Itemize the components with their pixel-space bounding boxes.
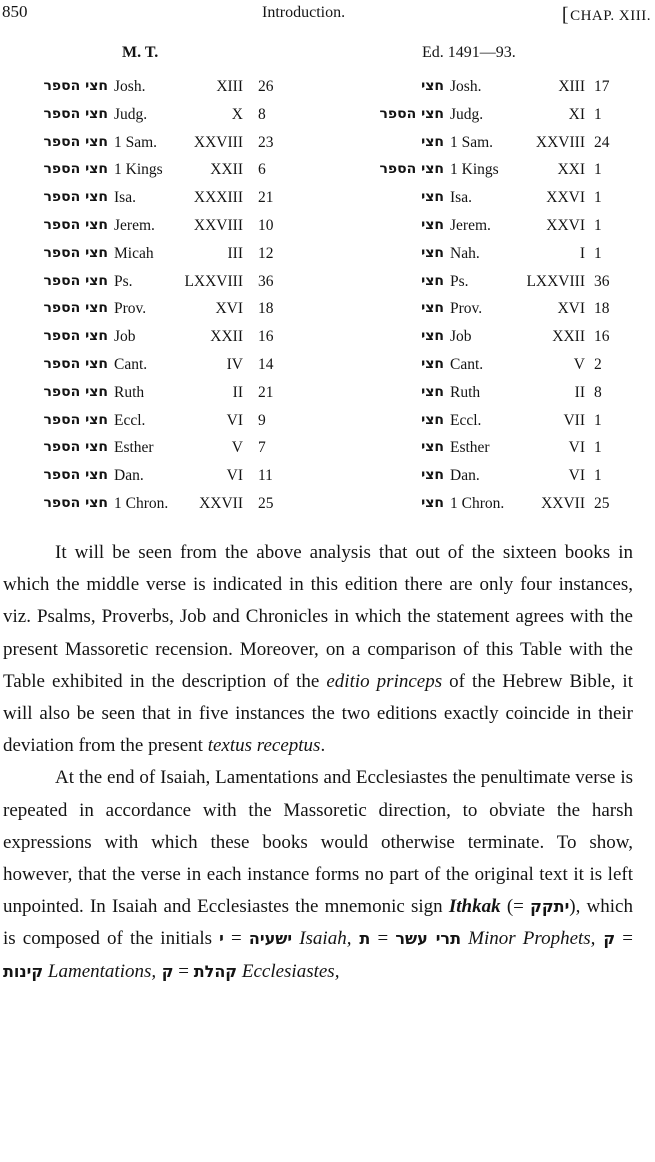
table-row [0, 241, 655, 269]
column-head-edition: Ed. 1491—93. [422, 44, 516, 61]
mt-hebrew-note: חצי הספר [43, 216, 108, 233]
para2-eq2: = [370, 928, 396, 950]
edition-hebrew-note: חצי הספר [379, 161, 444, 178]
edition-book: Isa. [450, 189, 472, 207]
mt-chapter: VI [226, 411, 243, 429]
para2-eq1: = [223, 928, 249, 950]
para2-hebrew-kof-2: ק [156, 961, 174, 981]
edition-book: 1 Chron. [450, 494, 505, 512]
mt-verse: 23 [258, 133, 274, 151]
mt-chapter: XXVIII [193, 216, 243, 234]
running-header [0, 2, 655, 28]
mt-verse: 8 [258, 105, 266, 123]
edition-chapter: XIII [558, 78, 585, 95]
mt-book: Job [114, 328, 136, 346]
edition-verse: 1 [594, 467, 602, 485]
paragraph-analysis [3, 537, 633, 762]
edition-verse: 17 [594, 78, 610, 95]
para1-text-c: of the Hebrew Bible, it will also be seen that in five instances the two editions exactly coincide in their deviation from the present [3, 670, 633, 757]
para2-eq3: = [615, 928, 634, 950]
para2-lamentations: Lamentations, [43, 960, 157, 982]
edition-book: Esther [450, 439, 490, 457]
mt-hebrew-note: חצי הספר [43, 383, 108, 400]
mt-hebrew-note: חצי הספר [43, 244, 108, 261]
para2-minor-prophets: Minor Prophets, [461, 928, 596, 950]
mt-hebrew-note: חצי הספר [43, 494, 108, 511]
edition-book: Dan. [450, 467, 480, 485]
edition-book: Judg. [450, 105, 484, 123]
mt-book: Cant. [114, 355, 148, 373]
edition-chapter: XVI [557, 300, 585, 318]
edition-book: Ruth [450, 383, 481, 401]
edition-verse: 2 [594, 355, 602, 373]
edition-book: 1 Kings [450, 161, 499, 179]
edition-chapter: XXI [557, 161, 585, 179]
edition-chapter: XXII [552, 328, 585, 346]
mt-book: 1 Kings [114, 161, 163, 179]
mt-hebrew-note: חצי הספר [43, 355, 108, 372]
edition-hebrew-note: חצי [421, 300, 444, 317]
middle-verse-table [0, 74, 655, 519]
para2-hebrew-yod: י [219, 929, 224, 949]
page-number: 850 [2, 2, 28, 21]
mt-chapter: XXVII [199, 494, 243, 512]
table-row [0, 213, 655, 241]
paragraph-penultimate [3, 762, 633, 987]
para2-hebrew-ithkak: יתקק [530, 897, 570, 917]
para2-hebrew-lamentations: קינות [3, 961, 44, 981]
edition-verse: 18 [594, 300, 610, 318]
body-text [3, 537, 633, 988]
mt-chapter: X [231, 105, 243, 123]
mt-chapter: XXXIII [193, 189, 243, 207]
mt-verse: 21 [258, 189, 274, 207]
edition-chapter: VI [568, 439, 585, 457]
mt-chapter: XXVIII [193, 133, 243, 151]
mt-book: Isa. [114, 189, 136, 207]
mt-chapter: LXXVIII [184, 272, 243, 290]
edition-book: Ps. [450, 272, 469, 290]
edition-hebrew-note: חצי [421, 216, 444, 233]
edition-hebrew-note: חצי [421, 244, 444, 261]
mt-verse: 14 [258, 355, 274, 373]
edition-chapter: XXVII [541, 494, 585, 512]
mt-book: Jerem. [114, 216, 155, 234]
edition-chapter: I [579, 244, 585, 262]
mt-book: Esther [114, 439, 154, 457]
edition-book: Cant. [450, 355, 484, 373]
edition-chapter: XXVI [546, 216, 585, 234]
edition-hebrew-note: חצי [421, 439, 444, 456]
edition-chapter: XI [568, 105, 585, 123]
edition-hebrew-note: חצי [421, 467, 444, 484]
para2-hebrew-tav: ת [351, 929, 371, 949]
table-row [0, 74, 655, 102]
table-row [0, 157, 655, 185]
table-row [0, 324, 655, 352]
para2-text-a: At the end of Isaiah, Lamentations and Ecclesiastes the penultimate verse is repeated in accordance with the Massoretic direction, to obviate the harsh expressions with which these books would otherwise terminate. To show, however, that the verse in each instance forms no part of the original text it is left unpointed. In Isaiah and Ecclesiastes the mnemonic sign [3, 767, 633, 918]
mt-book: Dan. [114, 467, 144, 485]
edition-verse: 24 [594, 133, 610, 151]
edition-book: Eccl. [450, 411, 482, 429]
mt-hebrew-note: חצי הספר [43, 300, 108, 317]
para2-isaiah: Isaiah, [292, 928, 352, 950]
mt-book: 1 Sam. [114, 133, 158, 151]
table-row [0, 185, 655, 213]
edition-verse: 1 [594, 411, 602, 429]
edition-hebrew-note: חצי [421, 355, 444, 372]
para1-text-e: . [320, 735, 326, 757]
edition-book: Josh. [450, 78, 482, 95]
edition-chapter: VI [568, 467, 585, 485]
edition-hebrew-note: חצי [421, 78, 444, 94]
mt-verse: 26 [258, 78, 274, 95]
edition-hebrew-note: חצי [421, 272, 444, 289]
table-row [0, 380, 655, 408]
mt-book: Ruth [114, 383, 145, 401]
mt-chapter: XVI [215, 300, 243, 318]
mt-book: Micah [114, 244, 154, 262]
mt-verse: 6 [258, 161, 266, 179]
mt-verse: 10 [258, 216, 274, 234]
edition-hebrew-note: חצי [421, 189, 444, 206]
mt-verse: 7 [258, 439, 266, 457]
mt-hebrew-note: חצי הספר [43, 161, 108, 178]
edition-hebrew-note: חצי [421, 411, 444, 428]
mt-book: Prov. [114, 300, 147, 318]
mt-hebrew-note: חצי הספר [43, 133, 108, 150]
running-title: Introduction. [262, 4, 346, 21]
mt-verse: 25 [258, 494, 274, 512]
para2-hebrew-kof-1: ק [595, 929, 616, 949]
para2-hebrew-ecclesiastes: קהלת [193, 961, 238, 981]
para2-text-c: ), which is composed of the initials [3, 896, 633, 950]
mt-book: Ps. [114, 272, 133, 290]
edition-chapter: XXVIII [535, 133, 585, 151]
edition-verse: 16 [594, 328, 610, 346]
mt-verse: 12 [258, 244, 274, 262]
edition-book: 1 Sam. [450, 133, 494, 151]
table-row [0, 130, 655, 158]
mt-chapter: XXII [210, 161, 243, 179]
edition-verse: 8 [594, 383, 602, 401]
edition-verse: 1 [594, 105, 602, 123]
edition-verse: 1 [594, 439, 602, 457]
mt-book: 1 Chron. [114, 494, 169, 512]
mt-hebrew-note: חצי הספר [43, 328, 108, 345]
mt-verse: 16 [258, 328, 274, 346]
edition-verse: 25 [594, 494, 610, 512]
mt-hebrew-note: חצי הספר [43, 189, 108, 206]
table-row [0, 408, 655, 436]
edition-verse: 1 [594, 161, 602, 179]
mt-verse: 11 [258, 467, 273, 485]
chapter-label: [ CHAP. XIII. [562, 3, 651, 26]
mt-chapter: XIII [216, 78, 243, 95]
edition-hebrew-note: חצי [421, 133, 444, 150]
mt-hebrew-note: חצי הספר [43, 272, 108, 289]
table-row [0, 102, 655, 130]
mt-chapter: IV [226, 355, 243, 373]
para2-ecclesiastes: Ecclesiastes, [237, 960, 340, 982]
mt-chapter: V [231, 439, 243, 457]
mt-hebrew-note: חצי הספר [43, 411, 108, 428]
edition-book: Jerem. [450, 216, 491, 234]
edition-hebrew-note: חצי [421, 383, 444, 400]
para2-text-b: (= [500, 896, 531, 918]
para1-editio-princeps: editio princeps [326, 670, 443, 692]
mt-hebrew-note: חצי הספר [43, 105, 108, 122]
mt-book: Eccl. [114, 411, 146, 429]
mt-hebrew-note: חצי הספר [43, 78, 108, 94]
edition-chapter: V [573, 355, 585, 373]
table-row [0, 463, 655, 491]
edition-verse: 1 [594, 244, 602, 262]
para2-eq4: = [173, 960, 194, 982]
mt-chapter: II [232, 383, 243, 401]
mt-verse: 36 [258, 272, 274, 290]
para2-ithkak: Ithkak [448, 896, 501, 918]
edition-book: Job [450, 328, 472, 346]
mt-chapter: III [227, 244, 243, 262]
table-row [0, 435, 655, 463]
para2-hebrew-isaiah: ישעיה [248, 929, 293, 949]
mt-chapter: VI [226, 467, 243, 485]
mt-hebrew-note: חצי הספר [43, 467, 108, 484]
para1-textus-receptus: textus receptus [207, 735, 321, 757]
mt-chapter: XXII [210, 328, 243, 346]
para1-text-a: It will be seen from the above analysis that out of the sixteen books in which the middle verse is indicated in this edition there are only four instances, viz. Psalms, Proverbs, Job and Chronicles in which the statement agrees with the present Massoretic recension. Moreover, on a comparison of this Table with the Table exhibited in the description of the [3, 542, 633, 692]
edition-hebrew-note: חצי [421, 328, 444, 345]
mt-verse: 18 [258, 300, 274, 318]
table-row [0, 269, 655, 297]
mt-hebrew-note: חצי הספר [43, 439, 108, 456]
table-row [0, 352, 655, 380]
edition-verse: 36 [594, 272, 610, 290]
edition-chapter: II [574, 383, 585, 401]
edition-verse: 1 [594, 216, 602, 234]
edition-hebrew-note: חצי הספר [379, 105, 444, 122]
edition-verse: 1 [594, 189, 602, 207]
edition-chapter: VII [563, 411, 585, 429]
edition-chapter: XXVI [546, 189, 585, 207]
column-head-mt: M. T. [122, 44, 159, 61]
edition-book: Nah. [450, 244, 480, 262]
mt-verse: 21 [258, 383, 274, 401]
mt-book: Judg. [114, 105, 148, 123]
table-row [0, 491, 655, 519]
edition-book: Prov. [450, 300, 483, 318]
para2-hebrew-minor-prophets: תרי עשר [395, 929, 461, 949]
edition-chapter: LXXVIII [526, 272, 585, 290]
edition-hebrew-note: חצי [421, 494, 444, 511]
mt-book: Josh. [114, 78, 146, 95]
mt-verse: 9 [258, 411, 266, 429]
table-row [0, 296, 655, 324]
